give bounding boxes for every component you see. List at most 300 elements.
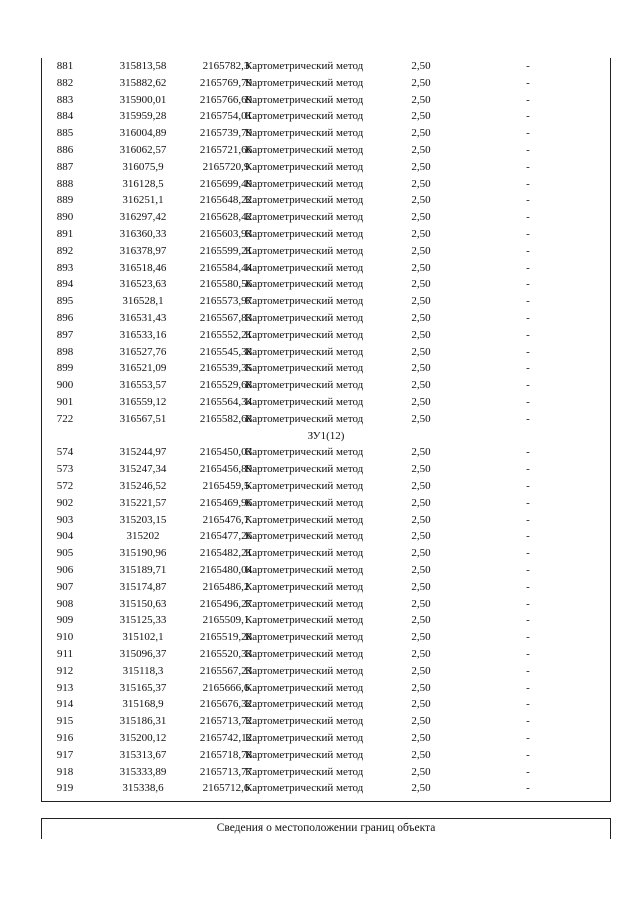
point-number: 895 — [56, 295, 74, 308]
precision-value: 2,50 — [411, 698, 431, 711]
method-text: Картометрический метод — [245, 93, 364, 106]
method-text: Картометрический метод — [245, 228, 364, 240]
description-dash: - — [526, 480, 530, 492]
point-number: 574 — [56, 446, 74, 459]
coordinate-y: 2165539,35 — [199, 362, 253, 375]
coordinate-y: 2165469,96 — [199, 496, 253, 509]
coordinate-y: 2165573,97 — [199, 295, 253, 308]
precision-value: 2,50 — [411, 328, 431, 341]
point-number: 893 — [56, 261, 74, 274]
method-text: Картометрический метод — [245, 614, 364, 627]
description-dash: - — [526, 530, 530, 543]
point-number: 913 — [56, 681, 74, 694]
coordinate-y: 2165476,7 — [202, 513, 250, 526]
coordinate-y: 2165450,03 — [199, 446, 253, 459]
table-row — [42, 310, 610, 327]
description-dash: - — [526, 597, 530, 610]
table-row — [42, 528, 610, 545]
point-number: 908 — [56, 597, 74, 610]
description-dash: - — [526, 110, 530, 123]
precision-value: 2,50 — [411, 144, 431, 156]
coordinate-y: 2165582,68 — [199, 412, 253, 425]
point-number: 891 — [56, 228, 74, 240]
table-row — [42, 444, 610, 461]
method-text: Картометрический метод — [245, 396, 364, 408]
table-row — [42, 75, 610, 92]
precision-value: 2,50 — [411, 513, 431, 526]
method-text: Картометрический метод — [245, 60, 364, 72]
coordinate-x: 315102,1 — [122, 631, 164, 644]
coordinate-x: 316075,9 — [122, 160, 164, 173]
method-text: Картометрический метод — [245, 160, 364, 173]
description-dash: - — [526, 580, 530, 593]
description-dash: - — [526, 312, 530, 324]
description-dash: - — [526, 396, 530, 408]
coordinate-y: 2165482,21 — [199, 547, 253, 560]
precision-value: 2,50 — [411, 412, 431, 425]
table-row — [42, 596, 610, 613]
point-number: 573 — [56, 463, 74, 476]
point-number: 572 — [56, 480, 74, 492]
point-number: 885 — [56, 127, 74, 140]
method-text: Картометрический метод — [245, 765, 364, 778]
point-number: 897 — [56, 328, 74, 341]
description-dash: - — [526, 664, 530, 677]
table-row — [42, 478, 610, 495]
table-row — [42, 713, 610, 730]
coordinate-x: 315246,52 — [119, 480, 167, 492]
point-number: 917 — [56, 748, 74, 761]
table-row — [42, 461, 610, 478]
coordinate-x: 316297,42 — [119, 211, 167, 224]
description-dash: - — [526, 564, 530, 576]
coordinate-x: 315118,3 — [122, 664, 164, 677]
point-number: 915 — [56, 715, 74, 728]
coordinate-x: 315247,34 — [119, 463, 167, 476]
description-dash: - — [526, 513, 530, 526]
coordinate-y: 2165720,9 — [202, 160, 250, 173]
coordinate-x: 315165,37 — [119, 681, 167, 694]
table-row — [42, 394, 610, 411]
table-row — [42, 780, 610, 797]
coordinate-y: 2165564,34 — [199, 396, 253, 408]
precision-value: 2,50 — [411, 110, 431, 123]
method-text: Картометрический метод — [245, 664, 364, 677]
point-number: 882 — [56, 76, 74, 89]
coordinate-y: 2165713,77 — [199, 765, 253, 778]
description-dash: - — [526, 782, 530, 795]
method-text: Картометрический метод — [245, 748, 364, 761]
description-dash: - — [526, 748, 530, 761]
method-text: Картометрический метод — [245, 211, 364, 224]
precision-value: 2,50 — [411, 732, 431, 744]
precision-value: 2,50 — [411, 261, 431, 274]
method-text: Картометрический метод — [245, 278, 364, 291]
coordinate-y: 2165486,2 — [202, 580, 250, 593]
coordinate-y: 2165742,12 — [199, 732, 253, 744]
table-row — [42, 108, 610, 125]
point-number: 896 — [56, 312, 74, 324]
coordinate-y: 2165480,04 — [199, 564, 253, 576]
point-number: 918 — [56, 765, 74, 778]
precision-value: 2,50 — [411, 362, 431, 375]
description-dash: - — [526, 278, 530, 291]
precision-value: 2,50 — [411, 160, 431, 173]
table-row — [42, 125, 610, 142]
table-row — [42, 92, 610, 109]
coordinate-x: 315900,01 — [119, 93, 167, 106]
precision-value: 2,50 — [411, 211, 431, 224]
point-number: 911 — [56, 648, 74, 660]
coordinate-x: 315150,63 — [119, 597, 167, 610]
precision-value: 2,50 — [411, 244, 431, 257]
point-number: 881 — [56, 60, 74, 72]
precision-value: 2,50 — [411, 496, 431, 509]
table-row — [42, 545, 610, 562]
description-dash: - — [526, 211, 530, 224]
coordinate-x: 315202 — [126, 530, 160, 543]
coordinate-y: 2165580,56 — [199, 278, 253, 291]
description-dash: - — [526, 60, 530, 72]
description-dash: - — [526, 76, 530, 89]
coordinate-y: 2165699,49 — [199, 177, 253, 190]
description-dash: - — [526, 732, 530, 744]
coordinate-y: 2165718,78 — [199, 748, 253, 761]
method-text: Картометрический метод — [245, 580, 364, 593]
precision-value: 2,50 — [411, 76, 431, 89]
description-dash: - — [526, 765, 530, 778]
table-row — [42, 495, 610, 512]
table-row — [42, 629, 610, 646]
method-text: Картометрический метод — [245, 379, 364, 392]
precision-value: 2,50 — [411, 60, 431, 72]
coordinate-x: 316062,57 — [119, 144, 167, 156]
coordinate-y: 2165713,72 — [199, 715, 253, 728]
precision-value: 2,50 — [411, 580, 431, 593]
method-text: Картометрический метод — [245, 295, 364, 308]
table-row — [42, 176, 610, 193]
point-number: 916 — [56, 732, 74, 744]
point-number: 901 — [56, 396, 74, 408]
table-row — [42, 612, 610, 629]
parcel-section-label: ЗУ1(12) — [307, 429, 345, 442]
coordinate-x: 316004,89 — [119, 127, 167, 140]
precision-value: 2,50 — [411, 715, 431, 728]
point-number: 903 — [56, 513, 74, 526]
method-text: Картометрический метод — [245, 480, 364, 492]
method-text: Картометрический метод — [245, 362, 364, 375]
method-text: Картометрический метод — [245, 144, 364, 156]
coordinate-y: 2165529,68 — [199, 379, 253, 392]
coordinate-x: 315203,15 — [119, 513, 167, 526]
coordinate-y: 2165545,38 — [199, 345, 253, 358]
coordinate-x: 316527,76 — [119, 345, 167, 358]
coordinate-x: 315186,31 — [119, 715, 167, 728]
description-dash: - — [526, 362, 530, 375]
coordinate-y: 2165782,3 — [202, 60, 250, 72]
precision-value: 2,50 — [411, 530, 431, 543]
table-row — [42, 260, 610, 277]
method-text: Картометрический метод — [245, 496, 364, 509]
coordinate-x: 316518,46 — [119, 261, 167, 274]
description-dash: - — [526, 93, 530, 106]
coordinate-x: 315244,97 — [119, 446, 167, 459]
coordinate-y: 2165567,23 — [199, 664, 253, 677]
point-number: 909 — [56, 614, 74, 627]
coordinate-x: 316378,97 — [119, 244, 167, 257]
coordinate-x: 315221,57 — [119, 496, 167, 509]
table-row — [42, 226, 610, 243]
method-text: Картометрический метод — [245, 715, 364, 728]
point-number: 910 — [56, 631, 74, 644]
description-dash: - — [526, 127, 530, 140]
point-number: 914 — [56, 698, 74, 711]
description-dash: - — [526, 379, 530, 392]
coordinate-x: 316521,09 — [119, 362, 167, 375]
precision-value: 2,50 — [411, 681, 431, 694]
precision-value: 2,50 — [411, 446, 431, 459]
coordinate-x: 315168,9 — [122, 698, 164, 711]
coordinate-x: 316128,5 — [122, 177, 164, 190]
method-text: Картометрический метод — [245, 698, 364, 711]
point-number: 905 — [56, 547, 74, 560]
method-text: Картометрический метод — [245, 76, 364, 89]
method-text: Картометрический метод — [245, 261, 364, 274]
method-text: Картометрический метод — [245, 463, 364, 476]
method-text: Картометрический метод — [245, 681, 364, 694]
precision-value: 2,50 — [411, 782, 431, 795]
point-number: 904 — [56, 530, 74, 543]
method-text: Картометрический метод — [245, 345, 364, 358]
coordinate-y: 2165509,1 — [202, 614, 250, 627]
table-row — [42, 646, 610, 663]
coordinate-x: 315190,96 — [119, 547, 167, 560]
coordinate-x: 315174,87 — [119, 580, 167, 593]
section-heading — [41, 818, 611, 839]
precision-value: 2,50 — [411, 765, 431, 778]
coordinate-y: 2165456,89 — [199, 463, 253, 476]
description-dash: - — [526, 328, 530, 341]
precision-value: 2,50 — [411, 312, 431, 324]
description-dash: - — [526, 228, 530, 240]
method-text: Картометрический метод — [245, 564, 364, 576]
table-row — [42, 377, 610, 394]
coordinate-y: 2165496,27 — [199, 597, 253, 610]
point-number: 899 — [56, 362, 74, 375]
precision-value: 2,50 — [411, 463, 431, 476]
precision-value: 2,50 — [411, 396, 431, 408]
point-number: 900 — [56, 379, 74, 392]
table-row — [42, 411, 610, 428]
point-number: 902 — [56, 496, 74, 509]
description-dash: - — [526, 177, 530, 190]
coordinates-table — [41, 58, 611, 802]
coordinate-y: 2165459,5 — [202, 480, 250, 492]
coordinate-y: 2165769,79 — [199, 76, 253, 89]
coordinate-x: 316553,57 — [119, 379, 167, 392]
precision-value: 2,50 — [411, 278, 431, 291]
precision-value: 2,50 — [411, 194, 431, 207]
precision-value: 2,50 — [411, 614, 431, 627]
coordinate-y: 2165584,44 — [199, 261, 253, 274]
method-text: Картометрический метод — [245, 177, 364, 190]
description-dash: - — [526, 698, 530, 711]
precision-value: 2,50 — [411, 93, 431, 106]
coordinate-y: 2165666,6 — [202, 681, 250, 694]
coordinate-x: 316531,43 — [119, 312, 167, 324]
precision-value: 2,50 — [411, 597, 431, 610]
description-dash: - — [526, 412, 530, 425]
coordinate-y: 2165721,66 — [199, 144, 253, 156]
coordinate-x: 316523,63 — [119, 278, 167, 291]
table-row — [42, 327, 610, 344]
coordinate-y: 2165712,6 — [202, 782, 250, 795]
precision-value: 2,50 — [411, 177, 431, 190]
description-dash: - — [526, 160, 530, 173]
coordinate-y: 2165477,26 — [199, 530, 253, 543]
table-row — [42, 276, 610, 293]
coordinate-x: 315313,67 — [119, 748, 167, 761]
table-row — [42, 293, 610, 310]
coordinate-y: 2165603,93 — [199, 228, 253, 240]
description-dash: - — [526, 496, 530, 509]
coordinate-y: 2165520,33 — [199, 648, 253, 660]
method-text: Картометрический метод — [245, 648, 364, 660]
coordinate-x: 316528,1 — [122, 295, 164, 308]
description-dash: - — [526, 244, 530, 257]
coordinate-x: 316251,1 — [122, 194, 164, 207]
coordinate-x: 315813,58 — [119, 60, 167, 72]
table-row — [42, 696, 610, 713]
precision-value: 2,50 — [411, 631, 431, 644]
point-number: 883 — [56, 93, 74, 106]
method-text: Картометрический метод — [245, 110, 364, 123]
precision-value: 2,50 — [411, 345, 431, 358]
table-row — [42, 159, 610, 176]
precision-value: 2,50 — [411, 295, 431, 308]
coordinate-x: 315200,12 — [119, 732, 167, 744]
coordinate-y: 2165567,83 — [199, 312, 253, 324]
description-dash: - — [526, 547, 530, 560]
method-text: Картометрический метод — [245, 244, 364, 257]
point-number: 884 — [56, 110, 74, 123]
table-row — [42, 142, 610, 159]
method-text: Картометрический метод — [245, 412, 364, 425]
coordinate-x: 315338,6 — [122, 782, 164, 795]
precision-value: 2,50 — [411, 648, 431, 660]
description-dash: - — [526, 144, 530, 156]
coordinate-x: 315882,62 — [119, 76, 167, 89]
method-text: Картометрический метод — [245, 127, 364, 140]
description-dash: - — [526, 345, 530, 358]
coordinate-x: 315189,71 — [119, 564, 167, 576]
precision-value: 2,50 — [411, 379, 431, 392]
method-text: Картометрический метод — [245, 547, 364, 560]
table-row — [42, 209, 610, 226]
description-dash: - — [526, 194, 530, 207]
table-row — [42, 192, 610, 209]
table-row — [42, 730, 610, 747]
point-number: 912 — [56, 664, 74, 677]
method-text: Картометрический метод — [245, 782, 364, 795]
description-dash: - — [526, 446, 530, 459]
coordinate-y: 2165648,22 — [199, 194, 253, 207]
table-row — [42, 579, 610, 596]
point-number: 919 — [56, 782, 74, 795]
method-text: Картометрический метод — [245, 194, 364, 207]
description-dash: - — [526, 261, 530, 274]
precision-value: 2,50 — [411, 480, 431, 492]
coordinate-y: 2165552,21 — [199, 328, 253, 341]
description-dash: - — [526, 614, 530, 627]
coordinate-y: 2165519,28 — [199, 631, 253, 644]
coordinate-x: 316559,12 — [119, 396, 167, 408]
point-number: 892 — [56, 244, 74, 257]
precision-value: 2,50 — [411, 564, 431, 576]
method-text: Картометрический метод — [245, 446, 364, 459]
section-heading-text: Сведения о местоположении границ объекта — [216, 822, 436, 834]
coordinate-y: 2165766,69 — [199, 93, 253, 106]
point-number: 722 — [56, 412, 74, 425]
coordinate-x: 316360,33 — [119, 228, 167, 240]
precision-value: 2,50 — [411, 127, 431, 140]
coordinate-x: 315096,37 — [119, 648, 167, 660]
point-number: 890 — [56, 211, 74, 224]
table-row — [42, 680, 610, 697]
table-row — [42, 58, 610, 75]
point-number: 898 — [56, 345, 74, 358]
method-text: Картометрический метод — [245, 631, 364, 644]
table-row — [42, 764, 610, 781]
table-row — [42, 512, 610, 529]
coordinate-y: 2165599,21 — [199, 244, 253, 257]
method-text: Картометрический метод — [245, 530, 364, 543]
point-number: 888 — [56, 177, 74, 190]
method-text: Картометрический метод — [245, 597, 364, 610]
precision-value: 2,50 — [411, 228, 431, 240]
precision-value: 2,50 — [411, 748, 431, 761]
point-number: 894 — [56, 278, 74, 291]
method-text: Картометрический метод — [245, 732, 364, 744]
method-text: Картометрический метод — [245, 328, 364, 341]
precision-value: 2,50 — [411, 547, 431, 560]
coordinate-x: 315959,28 — [119, 110, 167, 123]
coordinate-y: 2165739,79 — [199, 127, 253, 140]
coordinate-x: 316533,16 — [119, 328, 167, 341]
table-row — [42, 344, 610, 361]
point-number: 886 — [56, 144, 74, 156]
table-row — [42, 243, 610, 260]
coordinate-y: 2165676,32 — [199, 698, 253, 711]
table-row — [42, 663, 610, 680]
table-row — [42, 562, 610, 579]
table-row — [42, 360, 610, 377]
description-dash: - — [526, 463, 530, 476]
table-row — [42, 747, 610, 764]
description-dash: - — [526, 631, 530, 644]
point-number: 887 — [56, 160, 74, 173]
point-number: 906 — [56, 564, 74, 576]
point-number: 889 — [56, 194, 74, 207]
description-dash: - — [526, 715, 530, 728]
coordinate-y: 2165754,01 — [199, 110, 253, 123]
method-text: Картометрический метод — [245, 513, 364, 526]
method-text: Картометрический метод — [245, 312, 364, 324]
description-dash: - — [526, 681, 530, 694]
coordinate-x: 316567,51 — [119, 412, 167, 425]
coordinate-x: 315125,33 — [119, 614, 167, 627]
coordinate-y: 2165628,42 — [199, 211, 253, 224]
